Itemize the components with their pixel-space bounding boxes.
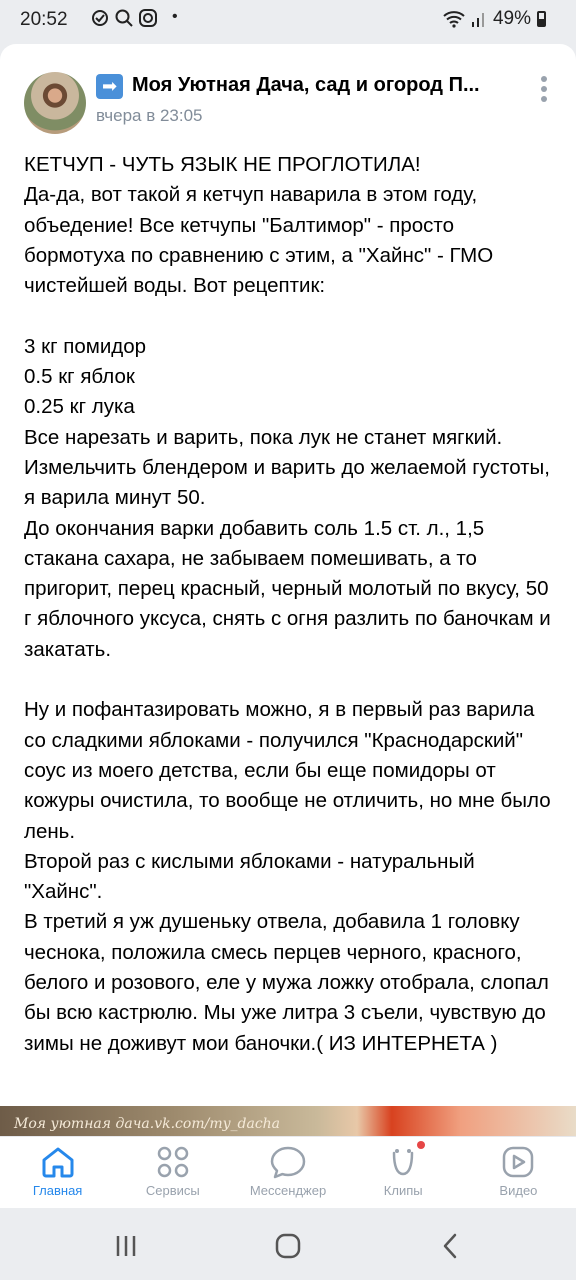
more-dot-icon [541, 76, 547, 82]
avatar[interactable] [24, 72, 86, 134]
battery-level: 49% [492, 8, 531, 29]
nav-label-home: Главная [32, 1183, 83, 1198]
post-paragraph: Ну и пофантазировать можно, я в первый раз варила со сладкими яблоками - получился "Краснодарский" соус из моего детства, если бы еще помидоры от кожуры очистила, то вообще не отличить, но мне было лень. [24, 698, 557, 843]
messenger-icon [269, 1145, 307, 1179]
post-paragraph: Все нарезать и варить, пока лук не станет мягкий. Измельчить блендером и варить до желаемой густоты, я варила минут 50. [24, 425, 556, 510]
nav-label-services: Сервисы [145, 1183, 200, 1198]
status-icons-right [443, 8, 546, 30]
arrow-right-icon: ➡ [96, 74, 123, 99]
battery-icon [537, 11, 546, 27]
more-options-button[interactable] [534, 76, 554, 108]
post-image[interactable] [0, 1106, 576, 1136]
post-paragraph: 0.5 кг яблок [24, 365, 135, 389]
sync-icon [90, 8, 110, 28]
signal-icon [471, 10, 487, 28]
system-navigation-bar [0, 1208, 576, 1280]
post-time: вчера в 23:05 [96, 106, 203, 125]
more-dot-icon [541, 96, 547, 102]
post-paragraph: 0.25 кг лука [24, 395, 135, 419]
more-dot-icon [541, 86, 547, 92]
group-name[interactable]: Моя Уютная Дача, сад и огород П... [132, 74, 480, 96]
wifi-icon [443, 10, 465, 28]
nav-label-clips: Клипы [383, 1183, 423, 1198]
status-icons-left [90, 8, 158, 28]
status-bar [0, 0, 576, 40]
bottom-navigation [0, 1136, 576, 1209]
post-paragraph: 3 кг помидор [24, 334, 147, 358]
notification-dot [417, 1141, 425, 1149]
nav-item-video[interactable] [461, 1137, 576, 1209]
back-icon[interactable] [430, 1230, 470, 1262]
nav-item-clips[interactable] [346, 1137, 461, 1209]
post-paragraph: КЕТЧУП - ЧУТЬ ЯЗЫК НЕ ПРОГЛОТИЛА! [24, 153, 421, 176]
post-card [0, 44, 576, 1136]
post-paragraph: До окончания варки добавить соль 1.5 ст. л., 1,5 стакана сахара, не забываем помешивать, а то пригорит, перец красный, черный молотый по вкусу, 50 г яблочного уксуса, снять с огня разлить по баночкам и закатать. [24, 516, 557, 661]
nav-item-services[interactable] [115, 1137, 230, 1209]
status-time: 20:52 [20, 9, 68, 30]
post-paragraph: В третий я уж душеньку отвела, добавила 1 головку чеснока, положила смесь перцев черного, красного, белого и розового, еле у мужа ложку отобрала, слопал бы всю кастрюлю. Мы уже литра 3 съели, чувствую до зимы не доживут мои баночки.( ИЗ ИНТЕРНЕТА ) [24, 910, 555, 1055]
nav-item-messenger[interactable] [230, 1137, 345, 1209]
post-paragraph [24, 301, 554, 331]
nav-label-video: Видео [499, 1183, 538, 1198]
home-button-icon[interactable] [268, 1230, 308, 1262]
recent-apps-icon[interactable] [106, 1230, 146, 1262]
post-paragraph: Да-да, вот такой я кетчуп наварила в этом году, объедение! Все кетчупы "Балтимор" - просто бормотуха по сравнению с этим, а "Хайнс" - ГМО чистейшей воды. Вот рецептик: [24, 183, 499, 298]
search-icon [114, 8, 134, 28]
instagram-icon [138, 8, 158, 28]
video-icon [500, 1145, 536, 1179]
nav-label-messenger: Мессенджер [249, 1183, 327, 1198]
home-icon [40, 1145, 76, 1179]
image-watermark: Моя уютная дача.vk.com/my_dacha [14, 1116, 281, 1132]
clips-icon [385, 1145, 421, 1179]
nav-item-home[interactable] [0, 1137, 115, 1209]
post-paragraph [24, 665, 554, 695]
post-text [24, 150, 557, 1059]
services-icon [155, 1145, 191, 1179]
status-dot: • [172, 8, 178, 25]
post-paragraph: Второй раз с кислыми яблоками - натуральный "Хайнс". [24, 849, 481, 904]
